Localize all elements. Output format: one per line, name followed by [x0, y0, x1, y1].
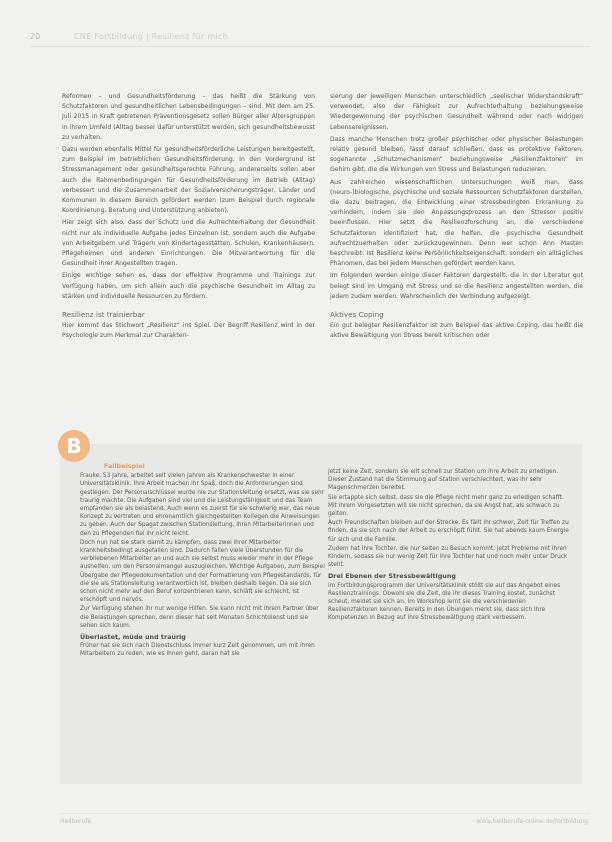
paragraph: Reformen – und Gesundheitsförderung – das heißt die Stärkung von Schutzfaktoren und gesundheitlichen Lebensbedingungen – sind. Mit dem am 25. Juli 2015 in Kraft getretenen Präventionsgesetz sollen Bürger aller Altersgruppen in ihrem Umfeld (Alltag besser dafür unterstützt werden, sich gesundheitsbewusst zu verhalten. [62, 93, 315, 141]
paragraph: sierung der jeweiligen Menschen unterschiedlich „seelischer Widerstandskraft“ verwendet, also der Fähigkeit zur Aufrechterhaltung beziehungsweise Wiedergewinnung der psychischen Gesundheit während oder nach widrigen Lebensereignissen. [330, 93, 583, 131]
paragraph: Hier kommt das Stichwort „Resilienz“ ins Spiel. Der Begriff Resilienz wird in der Psychologie zum Merkmal zur Charakteri- [62, 322, 315, 340]
case-study-right-column [328, 468, 574, 624]
paragraph: Zudem hat ihre Tochter, die nur selten zu Besuch kommt, jetzt Probleme mit ihren Kindern, sodass sie nur wenig Zeit für ihre Tochter hat und noch mehr unter Druck steht. [328, 545, 568, 569]
paragraph: Einige wichtige sehen es, dass der effektive Programme und Trainings zur Verfügung haben, um sich allein auch die psychische Gesundheit im Alltag zu stärken und individuelle Ressourcen zu fördern. [62, 272, 315, 300]
left-column [62, 92, 315, 344]
section-heading: Resilienz ist trainierbar [62, 310, 145, 320]
paragraph: jetzt keine Zeit, sondern sie eilt schnell zur Station um ihre Arbeit zu erledigen. Dieser Zustand hat die Stimmung auf Station verschlechtert, was ihr sehr Magenschmerzen bereitet. [328, 469, 559, 492]
page-header [30, 32, 590, 46]
paragraph: Früher hat sie sich nach Dienstschluss immer kurz Zeit genommen, um mit ihren Mitarbeitern zu reden, wie es ihnen geht, daran hat sie [80, 643, 315, 658]
case-study-title: Fallbeispiel [104, 462, 145, 470]
header-rule [30, 46, 590, 47]
paragraph: Zur Verfügung stehen ihr nur wenige Hilfen. Sie kann nicht mit ihrem Partner über die Belastungen sprechen, denn dieser hat seit Monaten Schichtdienst und sie sehen sich kaum. [80, 606, 319, 629]
footer-journal: Heilberufe [60, 818, 92, 825]
section-badge: B [58, 430, 90, 462]
section-heading: Aktives Coping [330, 310, 384, 320]
footer-url: www.heilberufe-online.de/fortbildung [476, 818, 588, 825]
paragraph: Im Fortbildungsprogramm der Universitätsklinik stößt sie auf das Angebot eines Resilienztrainings. Obwohl sie die Zeit, die ihr dieses Training kostet, zunächst scheut, meldet sie sich an. Im Workshop lernt sie die verschiedenen Resilienzfaktoren kennen. Bereits in den Übungen merkt sie, dass sich Ihre Kompetenzen in Bezug auf ihre Stressbewältigung stark verbessern. [328, 582, 561, 622]
paragraph: Hier zeigt sich also, dass der Schutz und die Aufrechterhaltung der Gesundheit nicht nur als individuelle Aufgabe jedes Einzelnen ist, sondern auch die Aufgabe von Arbeitgebern und Trägern von Kindertagesstätten, Schulen, Krankenhäusern, Pflegeheimen und anderen Einrichtungen. Die Mitverantwortung für die Gesundheit ihrer Angestellten tragen. [62, 219, 315, 268]
right-column [330, 92, 583, 344]
page-number: 20 [30, 32, 41, 41]
running-title: CNE Fortbildung | Resilienz für mich [74, 32, 229, 41]
paragraph: Ein gut belegter Resilienzfaktor ist zum Beispiel das aktive Coping, das heißt die aktive Bewältigung von Stress bereit kritischen oder [330, 322, 583, 340]
paragraph: Doch nun hat sie stark damit zu kämpfen, dass zwei ihrer Mitarbeiter krankheitsbedingt ausgefallen sind. Dadurch fallen viele Überstunden für die verbliebenen Mitarbeiter an und auch sie selbst muss wieder mehr in der Pflege aushelfen, um den Personalmangel auszugleichen. Wichtige Aufgaben, zum Beispiel Übergabe der Pflegedokumentation und der Formatierung von Pflegestandards, für die sie als Stationsleitung verantwortlich ist, bleiben deshalb liegen. Da sie sich schon nicht mehr auf den Beruf konzentrieren kann, schläft sie schlecht, ist erschöpft und nervös. [80, 539, 325, 604]
paragraph: Auch Freundschaften bleiben auf der Strecke. Es fällt ihr schwer, Zeit für Treffen zu finden, da sie sich nach der Arbeit zu erschöpft fühlt. Sie hat abends kaum Energie für sich und die Familie. [328, 520, 569, 543]
paragraph: Aus zahlreichen wissenschaftlichen Untersuchungen weiß man, dass (neuro-)biologische, psychische und soziale Ressourcen Schutzfaktoren darstellen, die dazu beitragen, die Entwicklung einer stressbedingten Erkrankung zu verhindern, indem sie den Anpassungsprozess an den Stressor positiv beeinflussen. Hier setzt die Resilienzforschung an, die verschiedene Schutzfaktoren identifiziert hat, die helfen, die psychische Gesundheit aufrechtzuerhalten oder zurückzugewinnen. Denn wer schon Ann Masten beschreibt: Ist Resilienz keine Persönlichkeitseigenschaft, sondern ein alltägliches Phänomen, das bei jedem Menschen gefördert werden kann. [330, 178, 583, 268]
case-study-left-column [80, 462, 326, 660]
paragraph: Im Folgenden werden einige dieser Faktoren dargestellt, die in der Literatur gut belegt sind im Umgang mit Stress und so die Resilienz angestellten werden, die jedem zudem werden. Wahrscheinlich der Verbindung aufgezeigt. [330, 272, 583, 300]
case-study-box [60, 444, 582, 784]
box-heading: Überlastet, müde und traurig [80, 633, 186, 642]
paragraph: Sie ertappte sich selbst, dass sie die Pflege nicht mehr ganz zu erledigen schafft. Mit ihrem Vorgesetzten will sie nicht sprechen, da sie Angst hat, als schwach zu gelten. [328, 494, 564, 518]
box-heading: Drei Ebenen der Stressbewältigung [328, 572, 456, 581]
paragraph: Dass manche Menschen trotz großer psychischer oder physischer Belastungen relativ gesund bleiben, lässt darauf schließen, dass es protektive Faktoren, sogenannte „Schutzmechanismen“ beziehungsweise „Resilienzfaktoren“ im Gehirn gibt, die die Wirkungen von Stress und Belastungen reduzieren. [330, 135, 583, 174]
footer-rule [60, 813, 590, 814]
paragraph: Dazu werden ebenfalls Mittel für gesundheitsförderliche Leistungen bereitgestellt, zum Beispiel im betrieblichen Gesundheitsförderung. In den Vordergrund ist Stressmanagement oder gesundheitsgerechte Führung, andererseits sollen aber auch die Rahmenbedingungen für Gesundheitsförderung im Betrieb (Alltag) verbessert und die Zusammenarbeit der Sozialversicherungsträger, Länder und Kommunen in diesem Bereich gefördert werden (zum Beispiel durch regionale Koordinierung, Beratung und Unterstützung anbieten). [62, 146, 315, 215]
paragraph: Frauke, 53 Jahre, arbeitet seit vielen Jahren als Krankenschwester in einer Universitätsklinik. Ihre Arbeit machen ihr Spaß, doch die Anforderungen sind gestiegen. Der Personalschlüssel wurde nie zur Stationsleitung ersetzt, was sie sehr traurig machte. Die Aufgaben sind viel und die Leistungsfähigkeit und das Team empfanden sie als belastend. Auch wenn es zuerst für sie schwierig war, das neue Konzept zu vertreten und ehrenamtlich gleichgestellten Kollegen die Anweisungen zu geben. Auch der Spagat zwischen Stationsleitung, ihren Mitarbeiterinnen und den zu Pflegenden fiel ihr nicht leicht. [80, 473, 325, 537]
